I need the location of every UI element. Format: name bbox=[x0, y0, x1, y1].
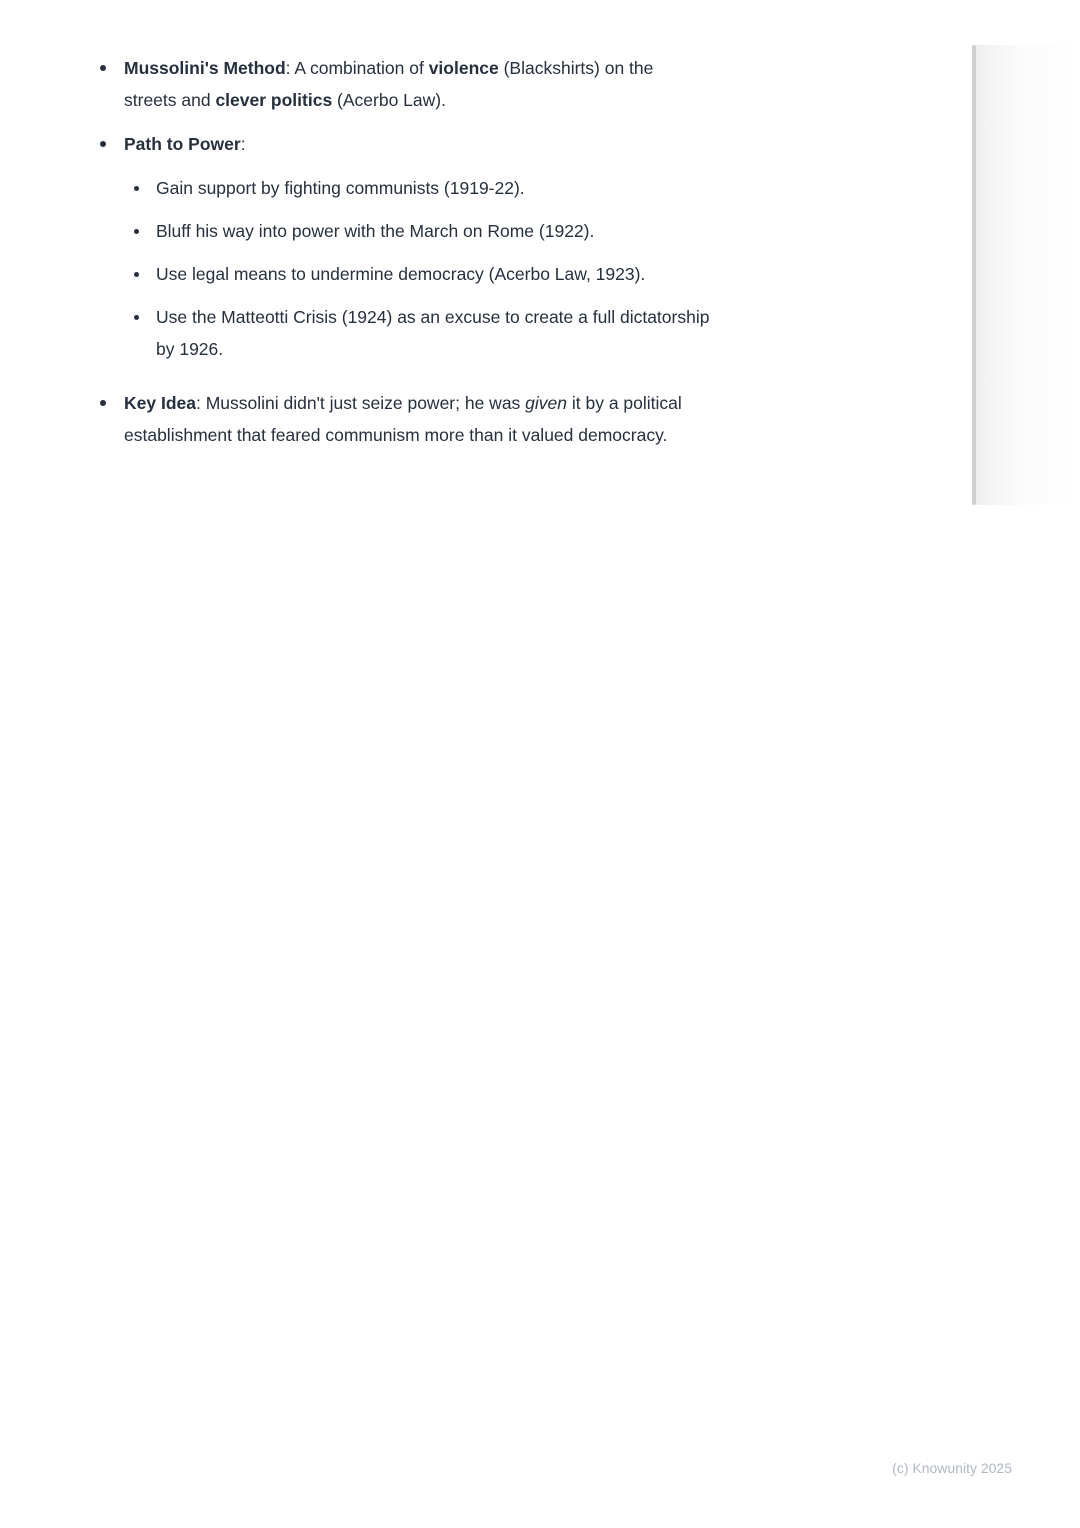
bullet-icon bbox=[100, 65, 106, 71]
list-item-text: Path to Power: bbox=[124, 134, 246, 154]
footer-copyright: (c) Knowunity 2025 bbox=[892, 1460, 1012, 1476]
bullet-icon bbox=[134, 229, 139, 234]
bullet-icon bbox=[100, 400, 106, 406]
list-item-text: Use the Matteotti Crisis (1924) as an excuse to create a full dictatorship by 1926. bbox=[156, 307, 710, 359]
list-item-text: Bluff his way into power with the March on Rome (1922). bbox=[156, 221, 595, 241]
list-item bbox=[100, 52, 860, 116]
scrollbar-thumb[interactable] bbox=[972, 45, 976, 505]
list-item bbox=[134, 301, 860, 365]
bullet-icon bbox=[134, 315, 139, 320]
bullet-icon bbox=[100, 141, 106, 147]
list-item bbox=[134, 258, 860, 290]
list-item-text: Mussolini's Method: A combination of violence (Blackshirts) on the streets and clever politics (Acerbo Law). bbox=[124, 58, 654, 110]
bullet-icon bbox=[134, 186, 139, 191]
list-item-text: Use legal means to undermine democracy (Acerbo Law, 1923). bbox=[156, 264, 646, 284]
list-item-text: Gain support by fighting communists (1919-22). bbox=[156, 178, 525, 198]
list-item bbox=[134, 172, 860, 204]
list-item bbox=[100, 387, 860, 451]
bullet-list bbox=[100, 52, 860, 463]
list-item bbox=[100, 128, 860, 160]
list-item bbox=[134, 215, 860, 247]
page-edge-shadow bbox=[976, 45, 1080, 505]
bullet-icon bbox=[134, 272, 139, 277]
list-item-text: Key Idea: Mussolini didn't just seize power; he was given it by a political establishment that feared communism more than it valued democracy. bbox=[124, 393, 682, 445]
